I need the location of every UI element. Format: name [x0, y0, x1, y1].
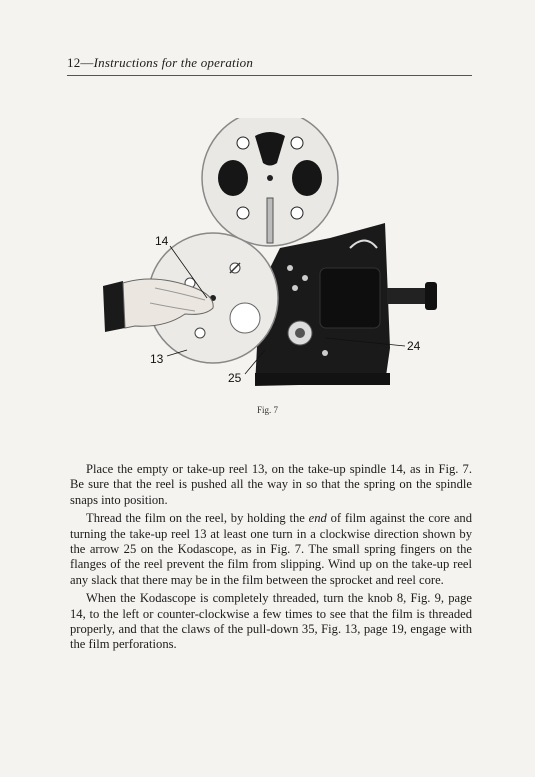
callout-24: 24 [407, 339, 421, 353]
projector-body [255, 223, 437, 386]
page-number: 12 [67, 55, 81, 70]
callout-13: 13 [150, 352, 164, 366]
projector-photo [95, 118, 445, 398]
paragraph-thread-film [70, 511, 472, 588]
paragraph-take-up-reel: Place the empty or take-up reel 13, on the take-up spindle 14, as in Fig. 7. Be sure that the reel is pushed all the way in so that the spring on the spindle snaps into position. [70, 462, 472, 507]
header-dash: — [80, 55, 94, 70]
figure-caption: Fig. 7 [256, 405, 278, 415]
callout-14: 14 [155, 234, 169, 248]
callout-25: 25 [228, 371, 242, 385]
projector-illustration [95, 118, 445, 398]
instructions-body [70, 462, 472, 656]
para2-emphasis: end [308, 511, 327, 526]
supply-reel [202, 118, 338, 246]
running-header [67, 55, 472, 76]
paragraph-check-threading: When the Kodascope is completely threaded, turn the knob 8, Fig. 9, page 14, to the left or counter-clockwise a few times to see that the film is threaded properly, and that the claws of the pull-down 35, Fig. 13, page 19, engage with the film perforations. [70, 591, 472, 652]
para2-text-b: of film against the core and turning the take-up reel 13 at least one turn in a clockwise direction shown by the arrow 25 on the Kodascope, as in Fig. 7. The small spring fingers on the flanges of the reel prevent the film from slipping. Wind up on the take-up reel any slack that there may be in the film between the sprocket and reel core. [70, 511, 472, 587]
header-title: Instructions for the operation [93, 55, 254, 70]
para2-text-a: Thread the film on the reel, by holding the [86, 511, 309, 526]
